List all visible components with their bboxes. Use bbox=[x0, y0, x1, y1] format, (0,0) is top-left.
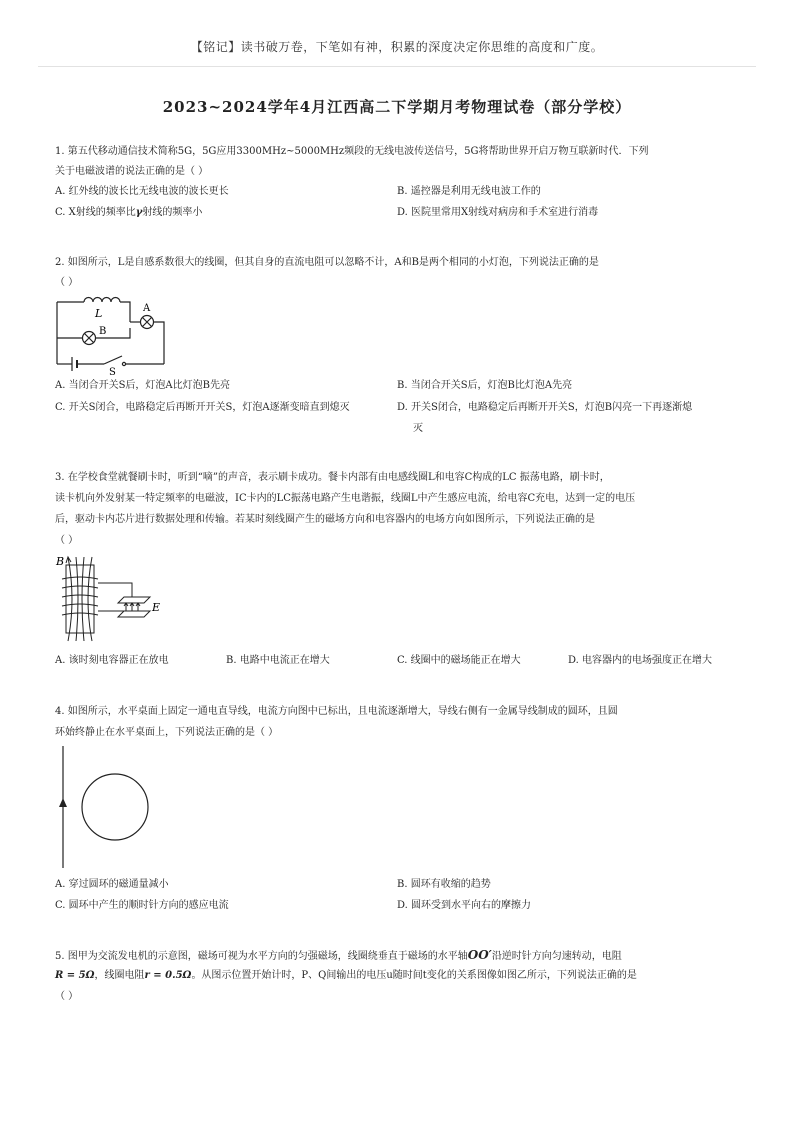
option-c-text-post: 射线的频率小 bbox=[142, 207, 203, 218]
page-title: 2023~2024学年4月江西高二下学期月考物理试卷（部分学校） bbox=[162, 98, 632, 116]
q5-text-a: 5. 图甲为交流发电机的示意图，磁场可视为水平方向的匀强磁场，线圈绕垂直于磁场的水平轴 bbox=[55, 951, 468, 962]
capacitor-bottom-plate bbox=[118, 611, 150, 617]
question-3-stem-line-4: （ ） bbox=[55, 535, 79, 546]
motto-banner: 【铭记】读书破万卷，下笔如有神，积累的深度决定你思维的高度和广度。 bbox=[190, 40, 604, 54]
question-3-option-a[interactable]: A. 该时刻电容器正在放电 bbox=[55, 655, 169, 666]
question-2-option-a[interactable]: A. 当闭合开关S后，灯泡A比灯泡B先亮 bbox=[55, 380, 230, 391]
wire-ring-diagram bbox=[55, 742, 165, 872]
coil-windings bbox=[62, 577, 98, 615]
question-3-option-c[interactable]: C. 线圈中的磁场能正在增大 bbox=[397, 655, 521, 666]
question-2-option-d[interactable]: D. 开关S闭合，电路稳定后再断开开关S，灯泡B闪亮一下再逐渐熄 bbox=[397, 402, 693, 413]
label-s: S bbox=[109, 367, 116, 378]
question-4-option-d[interactable]: D. 圆环受到水平向右的摩擦力 bbox=[397, 900, 532, 911]
question-3-stem-line-1: 3. 在学校食堂就餐刷卡时，听到“嘀”的声音，表示刷卡成功。餐卡内部有由电感线圈L和电容C构成的LC 振荡电路，刷卡时， bbox=[55, 472, 610, 483]
question-4-option-b[interactable]: B. 圆环有收缩的趋势 bbox=[397, 879, 491, 890]
question-1-stem-line-2: 关于电磁波谱的说法正确的是（ ） bbox=[55, 166, 209, 177]
inductor-circuit-diagram bbox=[52, 292, 172, 378]
question-4-option-a[interactable]: A. 穿过圆环的磁通量减小 bbox=[55, 879, 169, 890]
switch-s bbox=[104, 356, 122, 364]
label-l: L bbox=[95, 307, 103, 320]
label-a: A bbox=[143, 303, 151, 314]
question-4-stem-line-2: 环始终静止在水平桌面上，下列说法正确的是（ ） bbox=[55, 727, 279, 738]
option-c-text-pre: C. X射线的频率比 bbox=[55, 207, 136, 218]
question-2-stem-line-2: （ ） bbox=[55, 277, 79, 288]
gamma-symbol: γ bbox=[135, 207, 143, 218]
question-1-stem-line-1: 1. 第五代移动通信技术简称5G，5G应用3300MHz~5000MHz频段的无线电波传送信号，5G将帮助世界开启万物互联新时代．下列 bbox=[55, 146, 649, 157]
coil-core bbox=[66, 565, 94, 633]
question-5-stem-line-3: （ ） bbox=[55, 991, 79, 1002]
question-1-option-b[interactable]: B. 遥控器是利用无线电波工作的 bbox=[397, 186, 541, 197]
question-1-option-a[interactable]: A. 红外线的波长比无线电波的波长更长 bbox=[55, 186, 229, 197]
question-3-option-b[interactable]: B. 电路中电流正在增大 bbox=[226, 655, 330, 666]
question-3-stem-line-3: 后，驱动卡内芯片进行数据处理和传输。若某时刻线圈产生的磁场方向和电容器内的电场方向如图所示，下列说法正确的是 bbox=[55, 514, 595, 525]
axis-oo-symbol: OO′ bbox=[467, 948, 492, 962]
question-1-option-d[interactable]: D. 医院里常用X射线对病房和手术室进行消毒 bbox=[397, 207, 599, 218]
coil-resistance-formula: r = 0.5Ω bbox=[144, 970, 192, 981]
question-5-stem-line-1 bbox=[55, 947, 622, 965]
question-1-option-c[interactable] bbox=[55, 205, 202, 221]
q5-text-c: ，线圈电阻 bbox=[94, 970, 145, 981]
question-3-stem-line-2: 读卡机向外发射某一特定频率的电磁波，IC卡内的LC振荡电路产生电谐振，线圈L中产生感应电流，给电容C充电，达到一定的电压 bbox=[55, 493, 636, 504]
circuit-wire-right bbox=[154, 322, 165, 364]
current-arrow-icon bbox=[59, 798, 67, 807]
question-2-stem-line-1: 2. 如图所示，L是自感系数很大的线圈，但其自身的直流电阻可以忽略不计，A和B是两个相同的小灯泡，下列说法正确的是 bbox=[55, 257, 599, 268]
metal-ring bbox=[82, 774, 148, 840]
capacitor-top-plate bbox=[118, 597, 150, 603]
label-b-field: B bbox=[56, 555, 65, 568]
q5-text-d: 。从图示位置开始计时，P、Q间输出的电压u随时间t变化的关系图像如图乙所示，下列说法正确的是 bbox=[191, 970, 637, 981]
lc-circuit-diagram bbox=[54, 555, 174, 645]
q5-text-b: 沿逆时针方向匀速转动，电阻 bbox=[491, 951, 622, 962]
label-e-field: E bbox=[152, 601, 161, 614]
magnetic-field-lines bbox=[68, 557, 92, 641]
question-4-stem-line-1: 4. 如图所示，水平桌面上固定一通电直导线，电流方向图中已标出，且电流逐渐增大，导线右侧有一金属导线制成的圆环，且圆 bbox=[55, 706, 618, 717]
question-3-option-d[interactable]: D. 电容器内的电场强度正在增大 bbox=[568, 655, 713, 666]
question-2-option-b[interactable]: B. 当闭合开关S后，灯泡B比灯泡A先亮 bbox=[397, 380, 573, 391]
resistance-r-formula: R = 5Ω bbox=[55, 970, 95, 981]
question-2-option-d-cont: 灭 bbox=[413, 423, 423, 434]
question-2-option-c[interactable]: C. 开关S闭合，电路稳定后再断开开关S，灯泡A逐渐变暗直到熄灭 bbox=[55, 402, 350, 413]
label-b: B bbox=[99, 326, 107, 337]
question-4-option-c[interactable]: C. 圆环中产生的顺时针方向的感应电流 bbox=[55, 900, 229, 911]
inductor-coil bbox=[84, 298, 120, 303]
header-divider bbox=[38, 66, 756, 67]
question-5-stem-line-2 bbox=[55, 968, 637, 984]
